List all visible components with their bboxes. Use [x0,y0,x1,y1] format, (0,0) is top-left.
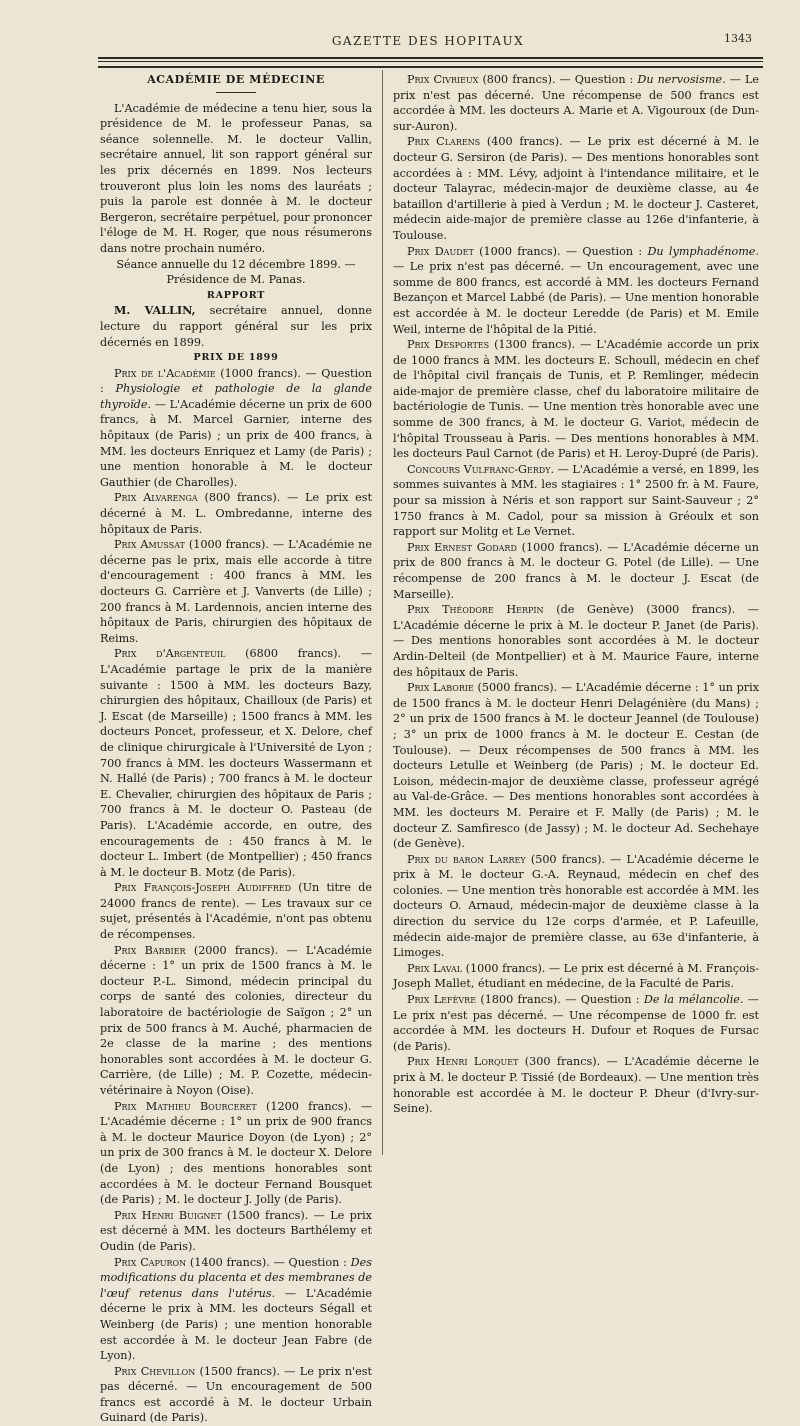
prize-paragraph: Prix Ernest Godard (1000 francs). — L'Académie décerne un prix de 800 francs à M. le docteur G. Potel (de Lille). — Une récompense de 200 francs à M. le docteur J. Escat (de Marseille). [393,540,760,601]
prize-question: De la mélancolie. [643,993,744,1007]
prize-name: Prix Clarens [407,135,481,149]
prize-name: Prix Lefèvre [407,993,477,1007]
prize-name: Prix Civrieux [407,73,479,86]
left-column [100,72,373,1425]
rapport-heading: RAPPORT [206,289,266,301]
prize-name: Prix Desportes [407,338,490,352]
prize-name: Prix François-Joseph Audiffred [114,881,292,895]
prize-name: Prix Mathieu Bourceret [114,1099,257,1113]
prize-name: Prix Barbier [114,943,186,957]
prize-paragraph: Prix de l'Académie (1000 francs). — Question : Physiologie et pathologie de la glande thyroïde. — L'Académie décerne un prix de 600 francs, à M. Marcel Garnier, interne des hôpitaux (de Paris) ; un prix de 400 francs, à MM. les docteurs Enriquez et Lamy (de Paris) ; une mention honorable à M. le docteur Gauthier (de Charolles). [100,366,372,489]
prize-question: Du lymphadénome. [647,244,759,258]
prize-name: Prix Henri Lorquet [407,1055,519,1069]
prize-question: Des modifications du placenta et des membranes de l'œuf retenus dans l'utérus. [100,1255,372,1300]
prize-paragraph: Prix Lefèvre (1800 francs). — Question : De la mélancolie. — Le prix n'est pas décerné. — Une récompense de 1000 fr. est accordée à MM. les docteurs H. Dufour et Roques de Fursac (de Paris). [393,993,759,1053]
title-divider [216,92,256,93]
section-title: ACADÉMIE DE MÉDECINE [147,73,325,86]
page-number: 1343 [724,32,752,45]
prize-name: Prix Amussat [114,538,185,552]
page-header [98,32,758,52]
seance-line: Séance annuelle du 12 décembre 1899. — Présidence de M. Panas. [116,257,356,287]
prize-name: Prix Laval [407,961,463,975]
header-rule-bottom [98,66,763,68]
right-column [393,72,759,1152]
prize-name: Prix Laborie [407,681,474,695]
prize-paragraph: Prix Laborie (5000 francs). — L'Académie décerne : 1° un prix de 1500 francs à M. le docteur Henri Delagénière (du Mans) ; 2° un prix de 1500 francs à M. le docteur Jeannel (de Toulouse) ; 3° un prix de 1000 francs à M. le docteur E. Cestan (de Toulouse). — Deux récompenses de 500 francs à MM. les docteurs Letulle et Weinberg (de Paris) ; M. le docteur Ed. Loison, médecin-major de deuxième classe, professeur agrégé au Val-de-Grâce. — Des mentions honorables sont accordées à MM. les docteurs M. Peraire et F. Mally (de Paris) ; M. le docteur Z. Samfiresco (de Jassy) ; M. le docteur Ad. Sechehaye (de Genève). [393,681,760,851]
prize-name: Prix Capuron [114,1255,187,1269]
prix-heading: PRIX DE 1899 [193,352,279,364]
header-rule-thin [98,61,763,62]
prize-paragraph: Prix Amussat (1000 francs). — L'Académie ne décerne pas le prix, mais elle accorde à titre d'encouragement : 400 francs à MM. les docteurs G. Carrière et J. Vanverts (de Lille) ; 200 francs à M. Lardennois, ancien interne des hôpitaux de Paris, chirurgien des hôpitaux de Reims. [100,538,372,645]
prize-name: Prix d'Argenteuil [114,647,226,661]
column-divider [382,70,383,1155]
prize-name: Prix du baron Larrey [407,852,526,866]
prize-paragraph: Prix Théodore Herpin (de Genève) (3000 francs). — L'Académie décerne le prix à M. le docteur P. Janet (de Paris). — Des mentions honorables sont accordées à M. le docteur Ardin-Delteil (de Montpellier) et à M. Maurice Faure, interne des hôpitaux de Paris. [393,603,759,679]
prize-paragraph: Prix François-Joseph Audiffred (Un titre de 24000 francs de rente). — Les travaux sur ce sujet, présentés à l'Académie, n'ont pas obtenu de récompenses. [100,881,372,942]
prize-paragraph: Prix du baron Larrey (500 francs). — L'Académie décerne le prix à M. le docteur G.-A. Reynaud, médecin en chef des colonies. — Une mention très honorable est accordée à MM. les docteurs O. Arnaud, médecin-major de deuxième classe à la direction du service du 12e corps d'armée, et P. Lafeuille, médecin aide-major de première classe, au 63e d'infanterie, à Limoges. [393,852,759,960]
prize-paragraph: Prix Mathieu Bourceret (1200 francs). — L'Académie décerne : 1° un prix de 900 francs à M. le docteur Maurice Doyon (de Lyon) ; 2° un prix de 300 francs à M. le docteur X. Delore (de Lyon) ; des mentions honorables sont accordées à M. le docteur Fernand Bousquet (de Paris) ; M. le docteur J. Jolly (de Paris). [100,1099,373,1207]
prize-name: Prix Ernest Godard [407,540,517,554]
header-rule-thick [98,57,763,59]
prize-paragraph: Prix Chevillon (1500 francs). — Le prix n'est pas décerné. — Un encouragement de 500 francs est accordé à M. le docteur Urbain Guinard (de Paris). [100,1364,372,1425]
prize-paragraph: Prix Laval (1000 francs). — Le prix est décerné à M. François-Joseph Mallet, étudiant en médecine, de la Faculté de Paris. [393,961,759,991]
prize-question: Du nervosisme. [637,73,726,86]
prize-paragraph: Prix d'Argenteuil (6800 francs). — L'Académie partage le prix de la manière suivante : 1500 à MM. les docteurs Bazy, chirurgien des hôpitaux, Chailloux (de Paris) et J. Escat (de Marseille) ; 1500 francs à MM. les docteurs Poncet, professeur, et X. Delore, chef de clinique chirurgicale à l'Université de Lyon ; 700 francs à MM. les docteurs Wassermann et N. Hallé (de Paris) ; 700 francs à M. le docteur E. Chevalier, chirurgien des hôpitaux de Paris ; 700 francs à M. le docteur O. Pasteau (de Paris). L'Académie accorde, en outre, des encouragements de : 450 francs à M. le docteur L. Imbert (de Montpellier) ; 450 francs à M. le docteur B. Motz (de Paris). [100,647,372,879]
speaker-name: M. VALLIN, [114,303,196,318]
intro-paragraph: L'Académie de médecine a tenu hier, sous la présidence de M. le professeur Panas, sa séance solennelle. M. le docteur Vallin, secrétaire annuel, lit son rapport général sur les prix décernés en 1899. Nos lecteurs trouveront plus loin les noms des lauréats ; puis la parole est donnée à M. le docteur Bergeron, secrétaire perpétuel, pour prononcer l'éloge de M. H. Roger, que nous résumerons dans notre prochain numéro. [100,101,372,255]
prize-name: Prix Henri Buignet [114,1208,222,1222]
prize-name: Prix Chevillon [114,1364,196,1378]
prize-question: Physiologie et pathologie de la glande thyroïde. [100,382,372,411]
prize-paragraph: Prix Desportes (1300 francs). — L'Académie accorde un prix de 1000 francs à MM. les docteurs E. Schoull, médecin en chef de l'hôpital civil français de Tunis, et P. Remlinger, médecin aide-major de première classe, chef du laboratoire militaire de bactériologie de Tunis. — Une mention très honorable avec une somme de 300 francs, à M. le docteur G. Variot, médecin de l'hôpital Trousseau à Paris. — Des mentions honorables à MM. les docteurs Paul Carnot (de Paris) et H. Leroy-Dupré (de Paris). [393,338,759,461]
prize-paragraph: Prix Henri Lorquet (300 francs). — L'Académie décerne le prix à M. le docteur P. Tissié (de Bordeaux). — Une mention très honorable est accordée à M. le docteur P. Dheur (d'Ivry-sur-Seine). [393,1055,759,1116]
prize-paragraph: Prix Alvarenga (800 francs). — Le prix est décerné à M. L. Ombredanne, interne des hôpitaux de Paris. [100,491,373,536]
prize-paragraph: Prix Capuron (1400 francs). — Question : Des modifications du placenta et des membranes de l'œuf retenus dans l'utérus. — L'Académie décerne le prix à MM. les docteurs Ségall et Weinberg (de Paris) ; une mention honorable est accordée à M. le docteur Jean Fabre (de Lyon). [100,1255,372,1363]
prize-paragraph: Prix Civrieux (800 francs). — Question : Du nervosisme. — Le prix n'est pas décerné. Une récompense de 500 francs est accordée à MM. les docteurs A. Marie et A. Vigouroux (de Dun-sur-Auron). [393,73,759,133]
prize-name: Prix Théodore Herpin [407,603,544,617]
prize-paragraph: Prix Barbier (2000 francs). — L'Académie décerne : 1° un prix de 1500 francs à M. le docteur P.-L. Simond, médecin principal du corps de santé des colonies, directeur du laboratoire de bactériologie de Saïgon ; 2° un prix de 500 francs à M. Auché, pharmacien de 2e classe de la marine ; des mentions honorables sont accordées à M. le docteur G. Carrière, (de Lille) ; M. P. Cozette, médecin-vétérinaire à Noyon (Oise). [100,943,372,1097]
prize-paragraph: Prix Henri Buignet (1500 francs). — Le prix est décerné à MM. les docteurs Barthélemy et Oudin (de Paris). [100,1208,372,1253]
prize-paragraph: Prix Clarens (400 francs). — Le prix est décerné à M. le docteur G. Sersiron (de Paris). — Des mentions honorables sont accordées à : MM. Lévy, adjoint à l'intendance militaire, et le docteur Talayrac, médecin-major de deuxième classe, au 4e bataillon d'artillerie à pied à Verdun ; M. le docteur J. Casteret, médecin aide-major de première classe au 126e d'infanterie, à Toulouse. [393,135,759,242]
prize-name: Prix Daudet [407,244,474,258]
vallin-paragraph: M. VALLIN, secrétaire annuel, donne lecture du rapport général sur les prix décernés en 1899. [100,303,372,349]
prize-name: Concours Vulfranc-Gerdy. [407,462,555,476]
prize-paragraph: Prix Daudet (1000 francs). — Question : Du lymphadénome. — Le prix n'est pas décerné. — Un encouragement, avec une somme de 800 francs, est accordé à MM. les docteurs Fernand Bezançon et Marcel Labbé (de Paris). — Une mention honorable est accordée à M. le docteur Leredde (de Paris) et M. Emile Weil, interne de l'hôpital de la Pitié. [393,244,759,336]
journal-title: GAZETTE DES HOPITAUX [331,34,525,48]
prize-name: Prix Alvarenga [114,491,198,505]
prize-name: Prix de l'Académie [114,366,216,380]
prize-paragraph: Concours Vulfranc-Gerdy. — L'Académie a versé, en 1899, les sommes suivantes à MM. les stagiaires : 1° 2500 fr. à M. Faure, pour sa mission à Néris et son rapport sur Saint-Sauveur ; 2° 1750 francs à M. Cadol, pour sa mission à Gréoulx et son rapport sur Molitg et Le Vernet. [393,462,759,539]
